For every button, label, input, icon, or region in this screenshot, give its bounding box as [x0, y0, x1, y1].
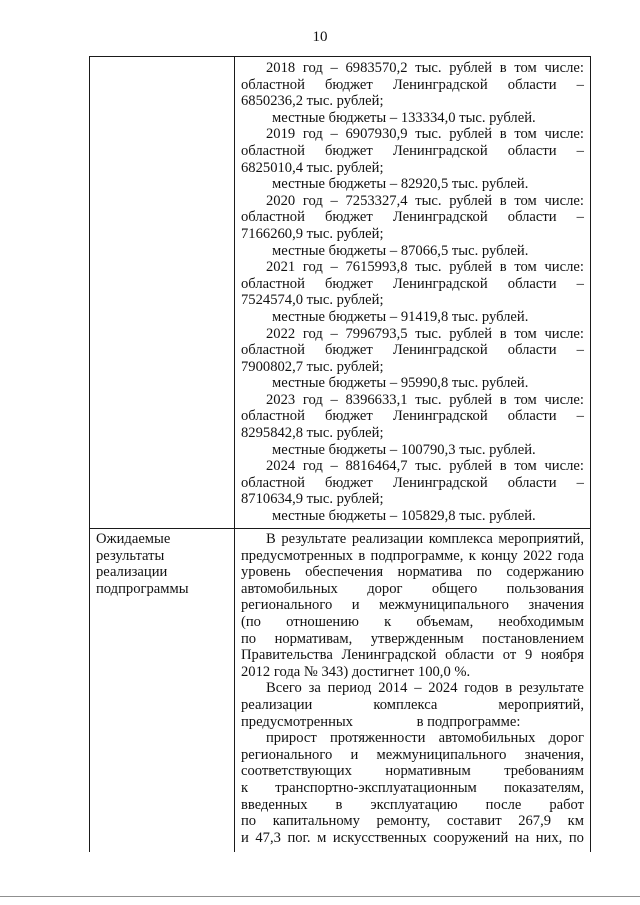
text-fragment: в	[499, 458, 507, 475]
text-fragment: бюджет	[324, 142, 373, 159]
table-left-border	[89, 56, 90, 852]
text-fragment: Ленинградской	[392, 209, 488, 226]
text-fragment: Ленинградской	[392, 474, 488, 491]
text-fragment: 8710634,9 тыс. рублей;	[241, 491, 384, 508]
funding-text-line	[241, 243, 584, 260]
text-fragment: тыс.	[415, 259, 442, 276]
expected-results-cell	[241, 531, 584, 846]
text-fragment: в подпрограмме:	[416, 713, 521, 730]
text-fragment: местные бюджеты – 82920,5 тыс. рублей.	[272, 176, 529, 193]
row-label-line: Ожидаемые	[96, 531, 171, 547]
text-fragment: 2018	[266, 60, 296, 76]
text-fragment: капитальному	[272, 813, 360, 830]
text-fragment: введенных	[241, 796, 308, 813]
text-fragment: –	[576, 474, 584, 491]
results-text-line	[241, 581, 584, 598]
text-fragment: годов	[464, 680, 499, 697]
text-fragment: 7615993,8	[345, 259, 408, 276]
text-fragment: в	[505, 680, 513, 697]
row-label-line: подпрограммы	[96, 580, 189, 597]
funding-text-line	[241, 408, 584, 425]
results-text-line	[241, 813, 584, 830]
text-fragment: предусмотренных	[241, 713, 353, 730]
text-fragment: нормативам,	[274, 630, 353, 647]
funding-by-year-cell	[241, 60, 584, 525]
text-fragment: концу	[481, 547, 518, 564]
text-fragment: в	[499, 192, 507, 209]
text-fragment: автомобильных	[438, 730, 536, 747]
results-text-line	[241, 830, 584, 847]
results-text-line	[241, 631, 584, 648]
text-fragment: пользования	[506, 580, 584, 597]
text-fragment: местные бюджеты – 100790,3 тыс. рублей.	[272, 441, 536, 458]
text-fragment: 8816464,7	[345, 458, 408, 475]
text-fragment: и	[351, 597, 360, 614]
text-fragment: тыс.	[415, 325, 442, 342]
funding-text-line	[241, 77, 584, 94]
funding-text-line	[241, 60, 584, 77]
text-fragment: от	[502, 647, 517, 664]
text-fragment: мероприятий,	[498, 531, 584, 547]
text-fragment: числе:	[544, 126, 584, 143]
text-fragment: том	[514, 60, 537, 76]
funding-text-line	[241, 226, 584, 243]
text-fragment: автомобильных	[241, 580, 338, 597]
results-text-line	[241, 747, 584, 764]
results-text-line	[241, 780, 584, 797]
text-fragment: –	[576, 275, 584, 292]
text-fragment: области	[507, 209, 557, 226]
text-fragment: 267,9	[518, 813, 552, 830]
text-fragment: эксплуатацию	[370, 796, 458, 813]
text-fragment: Всего	[266, 680, 302, 697]
results-text-line	[241, 714, 584, 731]
results-text-line	[241, 730, 584, 747]
text-fragment: года	[557, 547, 584, 564]
funding-text-line	[241, 143, 584, 160]
text-fragment: –	[330, 126, 338, 143]
text-fragment: областной	[241, 142, 305, 159]
text-fragment: ремонту,	[376, 813, 431, 830]
text-fragment: обеспечения	[305, 564, 384, 581]
results-text-line	[241, 647, 584, 664]
text-fragment: рублей	[449, 192, 493, 209]
results-text-line	[241, 614, 584, 631]
table-row-divider	[89, 528, 591, 529]
funding-text-line	[241, 110, 584, 127]
text-fragment: значения	[528, 597, 584, 614]
text-fragment: области	[507, 408, 557, 425]
text-fragment: тыс.	[415, 60, 442, 76]
text-fragment: местные бюджеты – 105829,8 тыс. рублей.	[272, 508, 536, 525]
funding-text-line	[241, 160, 584, 177]
text-fragment: необходимым	[498, 613, 584, 630]
funding-text-line	[241, 392, 584, 409]
text-fragment: областной	[241, 275, 305, 292]
text-fragment: Правительства	[241, 647, 333, 664]
text-fragment: областной	[241, 342, 305, 359]
text-fragment: 7253327,4	[345, 192, 408, 209]
text-fragment: том	[514, 126, 537, 143]
funding-text-line	[241, 93, 584, 110]
row-label-line: реализации	[96, 564, 168, 581]
text-fragment: Ленинградской	[392, 408, 488, 425]
text-fragment: области	[507, 342, 557, 359]
text-fragment: том	[514, 192, 537, 209]
text-fragment: комплекса	[428, 531, 493, 547]
text-fragment: 8396633,1	[345, 391, 408, 408]
text-fragment: Ленинградской	[392, 142, 488, 159]
text-fragment: 6850236,2 тыс. рублей;	[241, 93, 384, 110]
text-fragment: утвержденным	[370, 630, 464, 647]
text-fragment: м	[317, 829, 327, 846]
results-text-line	[241, 597, 584, 614]
text-fragment: год	[302, 126, 323, 143]
text-fragment: рублей	[449, 458, 493, 475]
text-fragment: местные бюджеты – 133334,0 тыс. рублей.	[272, 109, 536, 126]
text-fragment: 2024	[428, 680, 458, 697]
text-fragment: области	[507, 474, 557, 491]
text-fragment: в	[499, 259, 507, 276]
text-fragment: В	[266, 531, 276, 547]
text-fragment: бюджет	[324, 408, 373, 425]
text-fragment: после	[485, 796, 522, 813]
results-text-line	[241, 548, 584, 565]
text-fragment: реализации	[351, 531, 424, 547]
text-fragment: пог.	[287, 829, 311, 846]
text-fragment: бюджет	[324, 209, 373, 226]
table-top-border	[89, 56, 591, 57]
text-fragment: местные бюджеты – 91419,8 тыс. рублей.	[272, 308, 529, 325]
text-fragment: (по	[241, 613, 261, 630]
text-fragment: нормативным	[385, 763, 471, 780]
text-fragment: том	[514, 391, 537, 408]
text-fragment: –	[330, 259, 338, 276]
text-fragment: областной	[241, 474, 305, 491]
funding-text-line	[241, 359, 584, 376]
results-text-line	[241, 531, 584, 548]
text-fragment: год	[302, 458, 323, 475]
text-fragment: Ленинградской	[392, 76, 488, 93]
text-fragment: по	[476, 564, 492, 581]
text-fragment: 2022	[266, 325, 296, 342]
funding-text-line	[241, 375, 584, 392]
text-fragment: к	[468, 547, 476, 564]
funding-text-line	[241, 259, 584, 276]
text-fragment: соответствующих	[241, 763, 352, 780]
text-fragment: общего	[431, 580, 478, 597]
results-text-line	[241, 680, 584, 697]
text-fragment: 6907930,9	[345, 126, 408, 143]
text-fragment: числе:	[544, 325, 584, 342]
funding-text-line	[241, 491, 584, 508]
text-fragment: рублей	[449, 325, 493, 342]
text-fragment: км	[567, 813, 584, 830]
funding-text-line	[241, 276, 584, 293]
text-fragment: рублей	[449, 391, 493, 408]
text-fragment: –	[330, 391, 338, 408]
text-fragment: ноября	[541, 647, 584, 664]
text-fragment: подпрограмме,	[370, 547, 464, 564]
text-fragment: искусственных	[332, 829, 427, 846]
text-fragment: 2014	[378, 680, 408, 697]
text-fragment: по	[241, 630, 257, 647]
text-fragment: бюджет	[324, 76, 373, 93]
text-fragment: регионального	[241, 597, 333, 614]
scan-edge-line	[0, 896, 640, 897]
text-fragment: 7524574,0 тыс. рублей;	[241, 292, 384, 309]
text-fragment: в	[358, 547, 366, 564]
results-text-line	[241, 664, 584, 681]
text-fragment: комплекса	[373, 696, 438, 713]
text-fragment: –	[576, 342, 584, 359]
text-fragment: числе:	[544, 458, 584, 475]
funding-text-line	[241, 176, 584, 193]
text-fragment: –	[330, 458, 338, 475]
text-fragment: тыс.	[415, 192, 442, 209]
text-fragment: бюджет	[324, 342, 373, 359]
text-fragment: тыс.	[415, 391, 442, 408]
table-right-border	[590, 56, 591, 852]
text-fragment: 2021	[266, 259, 296, 276]
text-fragment: период	[327, 680, 372, 697]
text-fragment: областной	[241, 209, 305, 226]
text-fragment: показателям,	[503, 779, 584, 796]
text-fragment: год	[302, 192, 323, 209]
text-fragment: содержанию	[506, 564, 584, 581]
text-fragment: рублей	[449, 126, 493, 143]
text-fragment: межмуниципального	[376, 746, 507, 763]
text-fragment: прирост	[266, 730, 317, 747]
text-fragment: норматива	[397, 564, 463, 581]
text-fragment: –	[330, 325, 338, 342]
text-fragment: в	[499, 60, 507, 76]
text-fragment: 8295842,8 тыс. рублей;	[241, 425, 384, 442]
text-fragment: по	[241, 813, 257, 830]
text-fragment: бюджет	[324, 275, 373, 292]
text-fragment: –	[576, 76, 584, 93]
text-fragment: в	[499, 126, 507, 143]
funding-text-line	[241, 209, 584, 226]
text-fragment: регионального	[241, 746, 333, 763]
row-label	[96, 531, 230, 597]
text-fragment: к	[384, 613, 392, 630]
funding-text-line	[241, 193, 584, 210]
text-fragment: числе:	[544, 60, 584, 76]
text-fragment: 7996793,5	[345, 325, 408, 342]
text-fragment: областной	[241, 76, 305, 93]
text-fragment: местные бюджеты – 87066,5 тыс. рублей.	[272, 242, 529, 259]
text-fragment: 47,3	[255, 829, 281, 846]
text-fragment: 2024	[266, 458, 296, 475]
text-fragment: тыс.	[415, 458, 442, 475]
text-fragment: за	[308, 680, 321, 697]
text-fragment: значения,	[524, 746, 584, 763]
text-fragment: объемам,	[416, 613, 474, 630]
text-fragment: 2019	[266, 126, 296, 143]
text-fragment: отношению	[286, 613, 359, 630]
results-text-line	[241, 763, 584, 780]
funding-text-line	[241, 326, 584, 343]
text-fragment: области	[507, 275, 557, 292]
text-fragment: числе:	[544, 192, 584, 209]
text-fragment: и	[241, 829, 249, 846]
text-fragment: рублей	[449, 259, 493, 276]
results-text-line	[241, 797, 584, 814]
funding-text-line	[241, 442, 584, 459]
text-fragment: области	[445, 647, 494, 664]
results-text-line	[241, 564, 584, 581]
text-fragment: результате	[281, 531, 347, 547]
text-fragment: числе:	[544, 391, 584, 408]
text-fragment: требованиям	[504, 763, 584, 780]
text-fragment: 2020	[266, 192, 296, 209]
text-fragment: дорог	[367, 580, 403, 597]
funding-text-line	[241, 309, 584, 326]
text-fragment: –	[576, 209, 584, 226]
text-fragment: –	[330, 60, 338, 76]
text-fragment: местные бюджеты – 95990,8 тыс. рублей.	[272, 375, 529, 392]
text-fragment: сооружений	[433, 829, 509, 846]
text-fragment: них,	[535, 829, 563, 846]
text-fragment: год	[302, 391, 323, 408]
text-fragment: год	[302, 259, 323, 276]
funding-text-line	[241, 292, 584, 309]
text-fragment: по	[568, 829, 584, 846]
text-fragment: реализации	[241, 696, 313, 713]
row-label-line: результаты	[96, 547, 165, 564]
text-fragment: уровень	[241, 564, 291, 581]
text-fragment: в	[499, 325, 507, 342]
text-fragment: в	[335, 796, 343, 813]
text-fragment: 2012 года № 343) достигнет 100,0 %.	[241, 663, 471, 680]
text-fragment: –	[330, 192, 338, 209]
text-fragment: том	[514, 325, 537, 342]
text-fragment: работ	[549, 796, 584, 813]
text-fragment: 7166260,9 тыс. рублей;	[241, 225, 384, 242]
text-fragment: транспортно-эксплуатационным	[275, 779, 477, 796]
text-fragment: постановлением	[482, 630, 584, 647]
text-fragment: рублей	[449, 60, 493, 76]
text-fragment: предусмотренных	[241, 547, 353, 564]
funding-text-line	[241, 126, 584, 143]
text-fragment: Ленинградской	[341, 647, 437, 664]
text-fragment: к	[241, 779, 249, 796]
text-fragment: –	[414, 680, 422, 697]
text-fragment: том	[514, 458, 537, 475]
text-fragment: 9	[524, 647, 533, 664]
text-fragment: Ленинградской	[392, 275, 488, 292]
funding-text-line	[241, 475, 584, 492]
text-fragment: тыс.	[415, 126, 442, 143]
text-fragment: год	[302, 60, 323, 76]
text-fragment: том	[514, 259, 537, 276]
text-fragment: –	[576, 142, 584, 159]
text-fragment: бюджет	[324, 474, 373, 491]
text-fragment: дорог	[548, 730, 584, 747]
text-fragment: в	[499, 391, 507, 408]
text-fragment: Ленинградской	[392, 342, 488, 359]
text-fragment: областной	[241, 408, 305, 425]
text-fragment: год	[302, 325, 323, 342]
text-fragment: мероприятий,	[498, 696, 584, 713]
text-fragment: области	[507, 142, 557, 159]
page-number: 10	[312, 29, 328, 45]
funding-text-line	[241, 508, 584, 525]
text-fragment: результате	[518, 680, 584, 697]
text-fragment: –	[576, 408, 584, 425]
table-column-divider	[234, 56, 235, 852]
text-fragment: составит	[446, 813, 502, 830]
text-fragment: 6825010,4 тыс. рублей;	[241, 159, 384, 176]
results-text-line	[241, 697, 584, 714]
text-fragment: протяженности	[329, 730, 426, 747]
text-fragment: области	[507, 76, 557, 93]
funding-text-line	[241, 425, 584, 442]
text-fragment: на	[514, 829, 530, 846]
text-fragment: межмуниципального	[378, 597, 509, 614]
text-fragment: и	[350, 746, 359, 763]
text-fragment: 2022	[523, 547, 553, 564]
funding-text-line	[241, 342, 584, 359]
text-fragment: 7900802,7 тыс. рублей;	[241, 358, 384, 375]
text-fragment: 6983570,2	[345, 60, 408, 76]
text-fragment: числе:	[544, 259, 584, 276]
text-fragment: 2023	[266, 391, 296, 408]
funding-text-line	[241, 458, 584, 475]
